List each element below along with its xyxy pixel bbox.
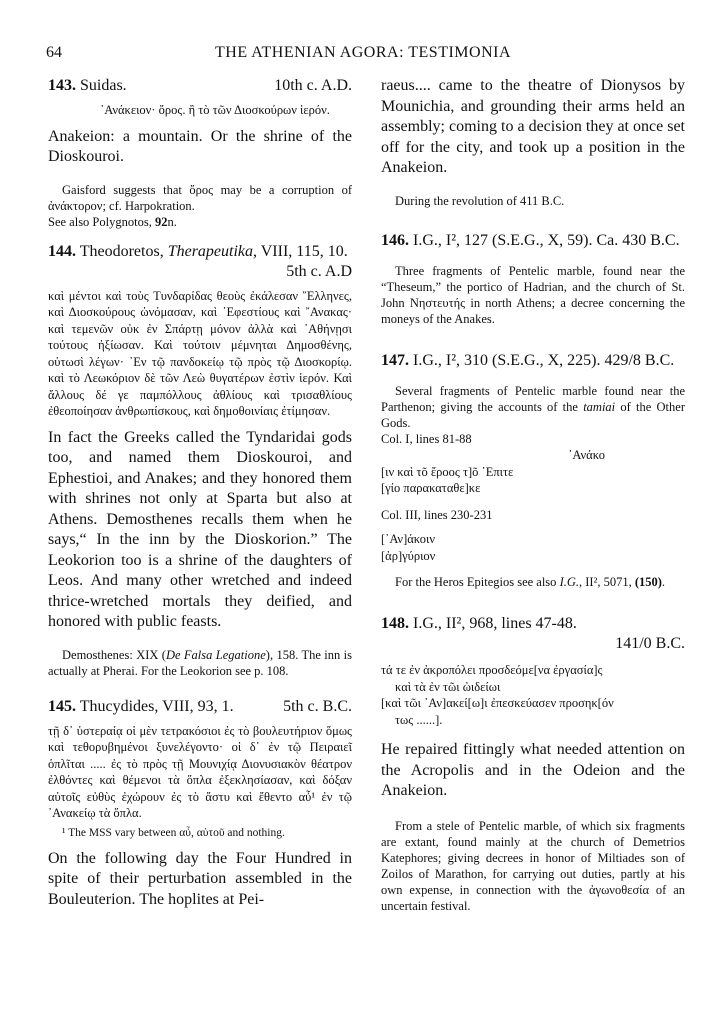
entry-number: 148.	[381, 615, 409, 632]
translation-part-1: On the following day the Four Hundred in spite of their perturbation assembled in the Bouleuterion. The hoplites at Pei-	[48, 849, 352, 908]
entry-source: Thucydides, VIII, 93, 1.	[79, 697, 234, 715]
entry-heading	[381, 614, 685, 654]
entry-heading	[381, 231, 685, 251]
commentary-note: During the revolution of 411 B.C.	[395, 193, 565, 208]
column-label: Col. III, lines 230-231	[381, 507, 493, 522]
entry-source: I.G., I², 127 (S.E.G., X, 59). Ca. 430 B.C.	[413, 231, 680, 249]
right-column	[381, 76, 685, 914]
commentary-note-2: For the Heros Epitegios see also I.G., II², 5071, (150).	[395, 575, 666, 589]
inscription-line: [ἀρ]γύριον	[381, 548, 436, 563]
entry-heading: 144. Theodoretos, Therapeutika, VIII, 115, 10. 5th c. A.D	[48, 242, 352, 280]
entry-number: 145.	[48, 697, 76, 715]
running-title: THE ATHENIAN AGORA: TESTIMONIA	[214, 44, 512, 61]
entry-source: Suidas.	[80, 77, 127, 94]
entry-145-continued	[381, 76, 685, 209]
page-header	[46, 44, 680, 66]
entry-number: 147.	[381, 351, 409, 369]
translation: In fact the Greeks called the Tyndaridai gods too, and named them Dioskouroi, and Ephestioi, and Anakes; and they honored them with shrines not only at Sparta but also at Athens. Demosthenes recalls them when he says,“ In the inn by the Dioskorion.” The Leokorion too is a shrine of the daughters of Leos. And many other wretched and indeed thrice-wretched mortals they deified, and honored with public feasts.	[48, 428, 352, 630]
entry-date: 10th c. A.D.	[274, 77, 352, 94]
entry-147	[381, 351, 685, 591]
commentary-note: Three fragments of Pentelic marble, found near the “Theseum,” the portico of Hadrian, and the church of St. John Νηστευτής in north Athens; a decree concerning the moneys of the Anakes.	[381, 263, 685, 326]
translation: He repaired fittingly what needed attention on the Acropolis and in the Odeion and the Anakeion.	[381, 741, 685, 799]
entry-date: 141/0 B.C.	[615, 635, 685, 652]
inscription-line: καὶ τὰ ἐν τῶι ὠιδείωι	[395, 679, 501, 694]
entry-source: I.G., II², 968, lines 47-48.	[413, 615, 577, 632]
entry-date: 5th c. A.D	[286, 262, 352, 280]
entry-source: I.G., I², 310 (S.E.G., X, 225). 429/8 B.C.	[413, 351, 675, 369]
commentary-note: From a stele of Pentelic marble, of which six fragments are extant, found mainly at the church of Demetrios Katephores; giving decrees in honor of Miltiades son of Zoilos of Marathon, for carrying out duties, partly at his own expense, in connection with the ἀγωνοθεσία of an uncertain festival.	[381, 818, 685, 913]
entry-145	[48, 697, 352, 911]
entry-source-title: Therapeutika	[167, 242, 254, 260]
entry-number: 146.	[381, 231, 409, 249]
entry-144	[48, 242, 352, 679]
entry-146	[381, 231, 685, 327]
inscription-line: [καὶ τῶι ᾿Αν]ακεί[ω]ι ἐπεσκεύασεν προσηκ[όν	[381, 696, 614, 710]
commentary-note-2: See also Polygnotos, 92n.	[48, 214, 177, 229]
greek-text: καὶ μέντοι καὶ τοὺς Τυνδαρίδας θεοὺς ἐκάλεσαν ῞Ελληνες, καὶ Διοσκούρους ὠνόμασαν, καὶ ᾿Εφεστίους καὶ ῎Ανακας· καὶ τεμενῶν οὐκ ἐν Σπάρτῃ μόνον ἀλλὰ καὶ ᾿Αθήνῃσι τούτους ἠξίωσαν. Καὶ τούτοιν μέμνηται Δημοσθένης, οὑτωσὶ λέγων· ᾿Εν τῷ πανδοκείῳ τῷ πρὸς τῷ Διοσκορίῳ. καὶ τὸ Λεωκόριον δὲ τῶν Λεὼ θυγατέρων ἐστὶν ἱερόν. Καὶ ἄλλους δέ γε παμπόλλους ἀθλίους καὶ τρισαθλίους ἐθεοποίησαν ἀνθρωπίσκους, καὶ δημοθοινίαις ἐτίμησαν.	[48, 288, 352, 418]
footnote: ¹ The MSS vary between αὖ, αὐτοῦ and nothing.	[62, 826, 285, 839]
inscription-line: [γίο παρακαταθε]κε	[381, 481, 481, 495]
inscription-line: τά τε ἐν ἀκροπόλει προσδεόμε[να ἐργασία]ς	[381, 663, 603, 677]
entry-date: 5th c. B.C.	[283, 697, 352, 715]
inscription-line: τως ......].	[395, 712, 443, 727]
translation-part-2: raeus.... came to the theatre of Dionysos by Mounichia, and grounding their arms held an assembly; coming to a decision they at once set off for the city, and took up a position in the Anakeion.	[381, 77, 685, 176]
entry-143	[48, 76, 352, 230]
greek-inscription	[381, 662, 685, 728]
inscription-line: [ιν καὶ τõ ἔροος τ]õ ᾿Επιτε	[381, 464, 514, 479]
page-number: 64	[46, 44, 62, 61]
commentary-note: Gaisford suggests that ὄρος may be a corruption of ἀνάκτορον; cf. Harpokration.	[48, 182, 352, 213]
entry-148	[381, 614, 685, 914]
greek-text: τῇ δ᾽ ὑστεραίᾳ οἱ μὲν τετρακόσιοι ἐς τὸ βουλευτήριον ὅμως καὶ τεθορυβημένοι ξυνελέγοντο· οἱ δ᾽ ἐν τῷ Πειραιεῖ ὁπλῖται ..... ἐς τὸ πρὸς τῇ Μουνιχίᾳ Διονυσιακὸν θέατρον ἐλθόντες καὶ θέμενοι τὰ ὅπλα ἐξεκλησίασαν, καὶ δόξαν αὐτοῖς εὐθὺς ἐχώρουν ἐς τὸ ἄστυ καὶ ἔθεντο αὖ¹ ἐν τῷ ᾿Ανακείῳ τὰ ὅπλα.	[48, 723, 352, 820]
column-label: Col. I, lines 81-88	[381, 431, 472, 446]
entry-number: 144.	[48, 242, 76, 260]
entry-heading	[48, 697, 352, 717]
inscription-line: [᾿Αν]άκοιν	[381, 532, 436, 546]
entry-source: Theodoretos,	[79, 242, 168, 260]
commentary-note: Demosthenes: XIX (De Falsa Legatione), 158. The inn is actually at Pherai. For the Leokorion see p. 108.	[48, 647, 352, 678]
translation: Anakeion: a mountain. Or the shrine of the Dioskouroi.	[48, 127, 352, 165]
entry-heading	[381, 351, 685, 371]
commentary-note: Several fragments of Pentelic marble found near the Parthenon; giving the accounts of the tamiai of the Other Gods.	[381, 383, 685, 430]
entry-heading	[48, 76, 352, 96]
entry-number: 143.	[48, 77, 76, 94]
greek-text: ᾿Ανάκειον· ὄρος. ἢ τὸ τῶν Διοσκούρων ἱερόν.	[100, 103, 330, 117]
left-column	[48, 76, 352, 910]
inscription-line: ᾿Ανάκο	[568, 448, 605, 462]
